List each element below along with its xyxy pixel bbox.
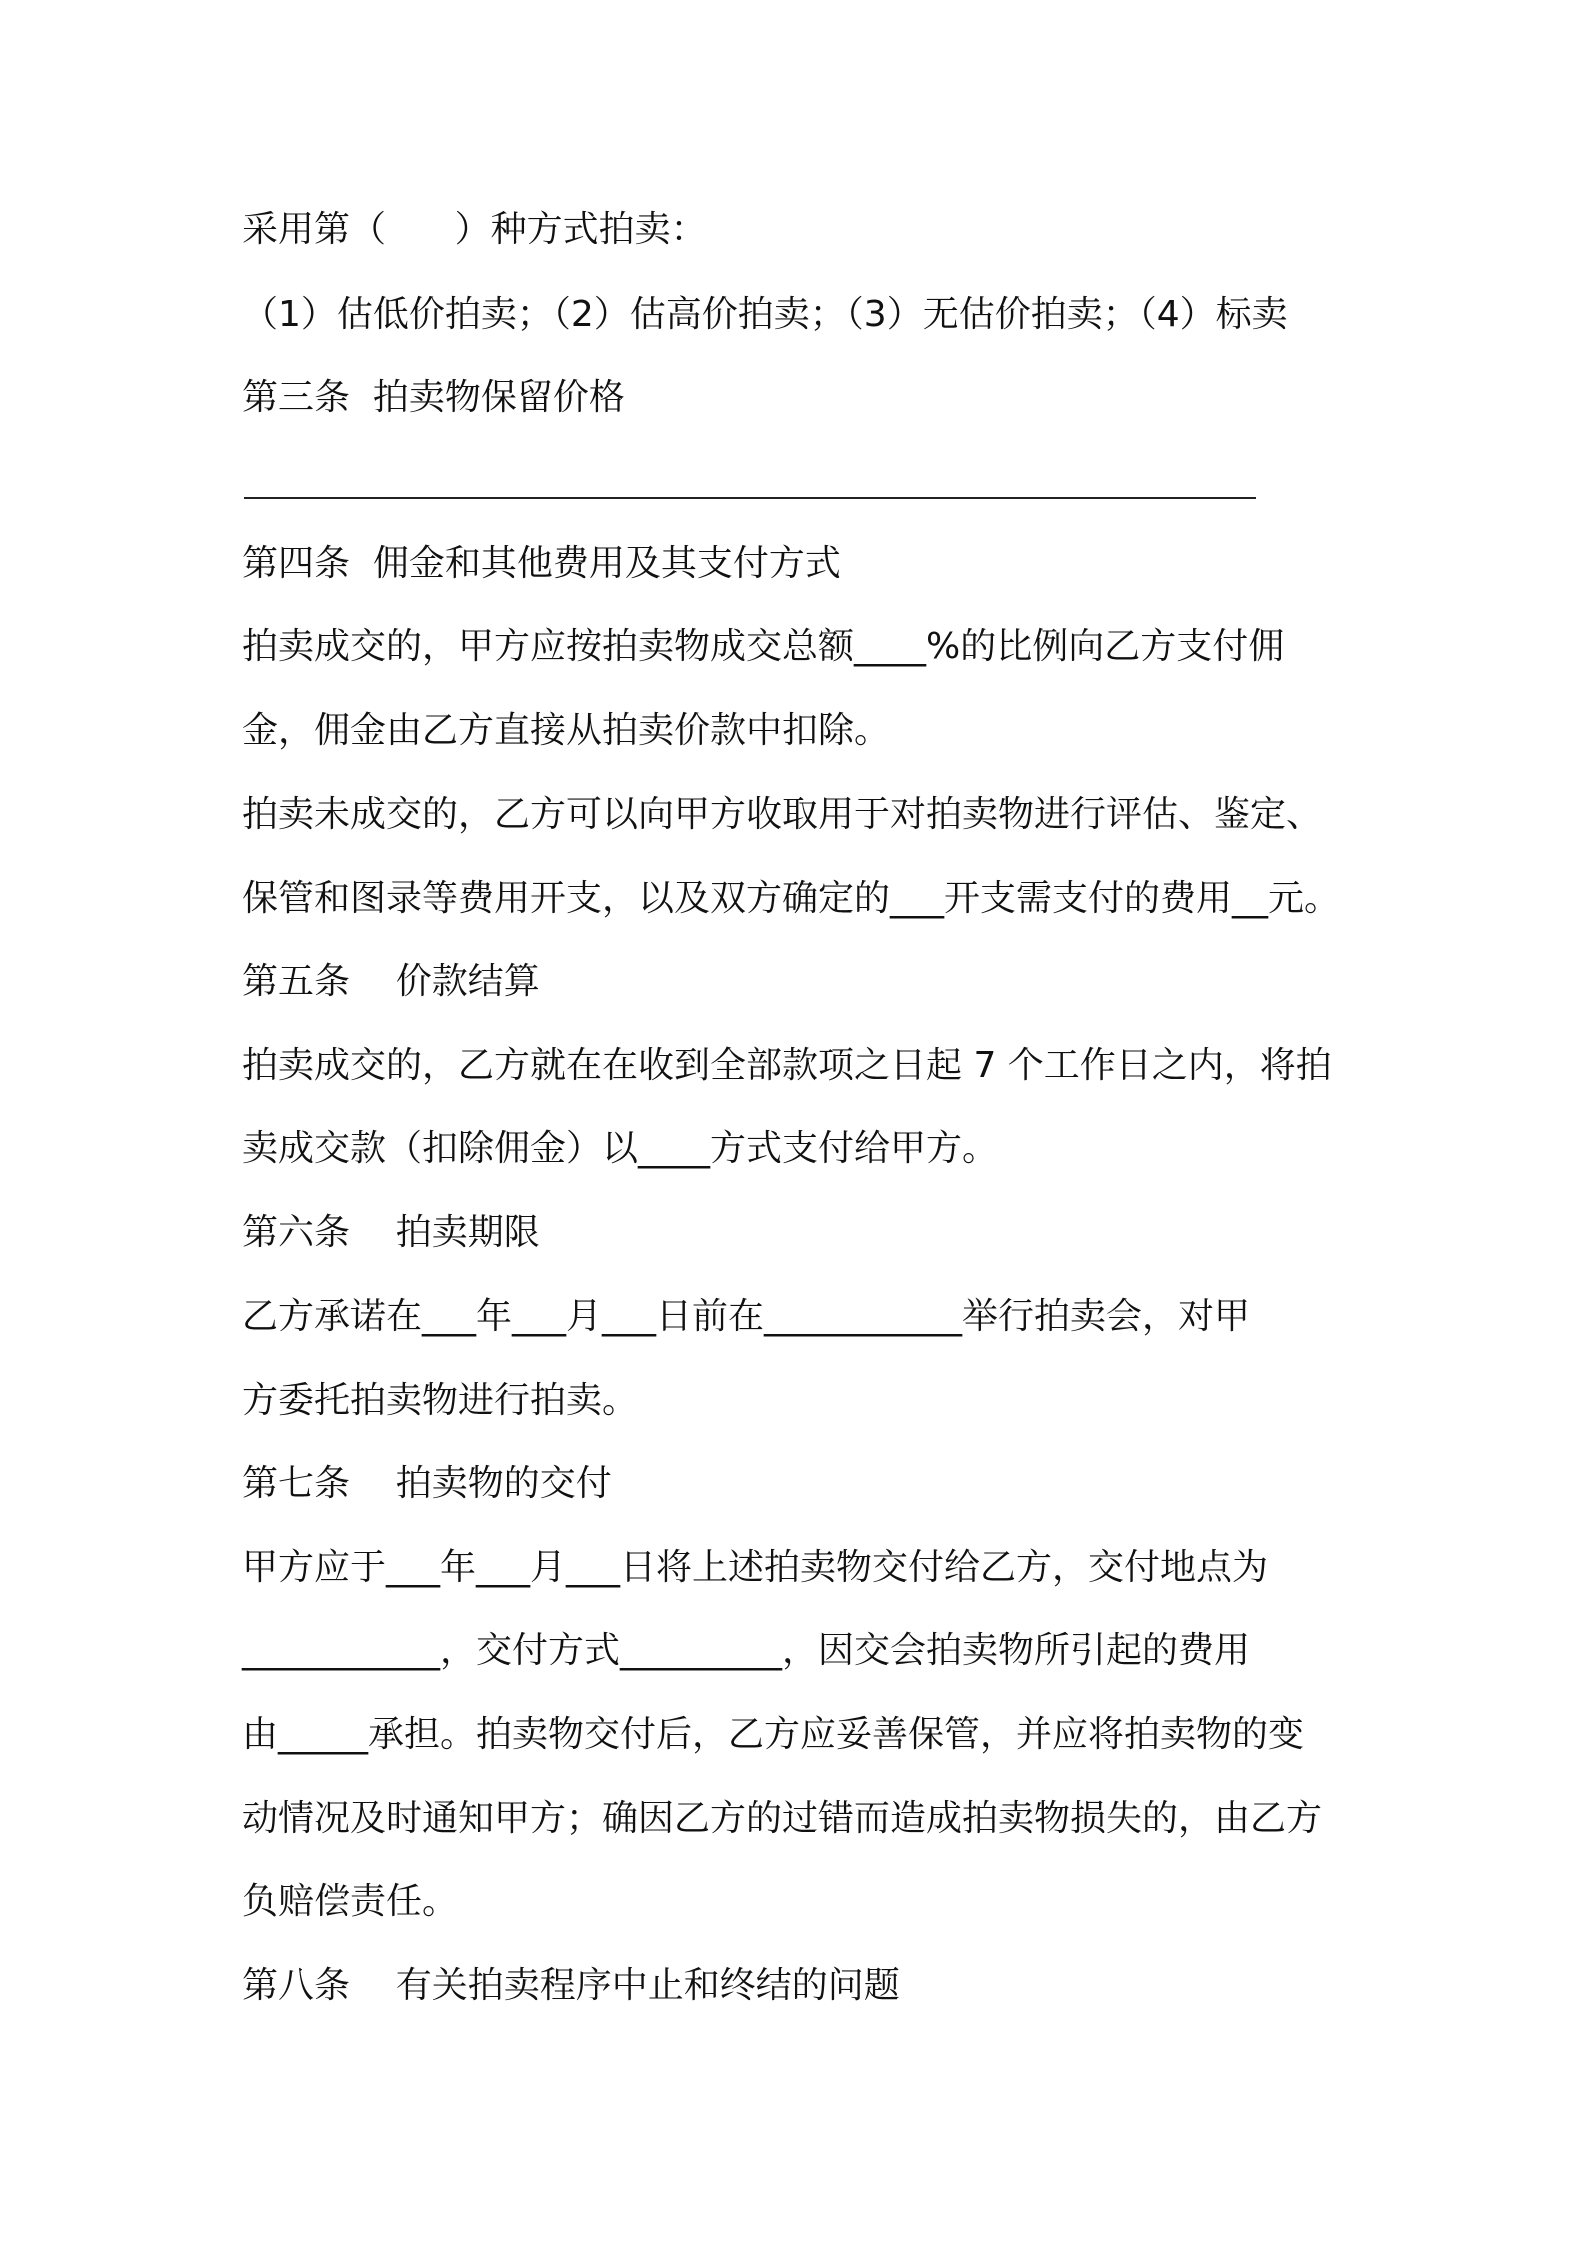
article-5-paragraph-line-1: 拍卖成交的，乙方就在在收到全部款项之日起 7 个工作日之内，将拍 xyxy=(242,1045,1332,1086)
auction-method-line: 采用第（ ）种方式拍卖： xyxy=(242,209,707,250)
article-5-heading: 第五条 价款结算 xyxy=(242,961,540,1002)
article-7-paragraph-line-4: 动情况及时通知甲方；确因乙方的过错而造成拍卖物损失的，由乙方 xyxy=(242,1798,1323,1839)
article-5-paragraph-line-2: 卖成交款（扣除佣金）以____方式支付给甲方。 xyxy=(242,1128,999,1169)
article-4-heading: 第四条 佣金和其他费用及其支付方式 xyxy=(242,543,841,584)
article-6-paragraph-line-1: 乙方承诺在___年___月___日前在___________举行拍卖会，对甲 xyxy=(242,1296,1251,1337)
article-7-paragraph-line-1: 甲方应于___年___月___日将上述拍卖物交付给乙方，交付地点为 xyxy=(242,1547,1269,1588)
article-7-paragraph-line-5: 负赔偿责任。 xyxy=(242,1881,459,1922)
article-4-paragraph-1-line-1: 拍卖成交的，甲方应按拍卖物成交总额____%的比例向乙方支付佣 xyxy=(242,626,1285,667)
article-7-paragraph-line-2: ___________，交付方式_________，因交会拍卖物所引起的费用 xyxy=(242,1630,1251,1671)
reserve-price-blank-line xyxy=(244,497,1256,499)
article-4-paragraph-2-line-2: 保管和图录等费用开支，以及双方确定的___开支需支付的费用__元。 xyxy=(242,878,1341,919)
article-7-heading: 第七条 拍卖物的交付 xyxy=(242,1463,612,1504)
article-7-paragraph-line-3: 由_____承担。拍卖物交付后，乙方应妥善保管，并应将拍卖物的变 xyxy=(242,1714,1305,1755)
article-6-paragraph-line-2: 方委托拍卖物进行拍卖。 xyxy=(242,1380,639,1421)
article-8-heading: 第八条 有关拍卖程序中止和终结的问题 xyxy=(242,1965,900,2006)
article-4-paragraph-2-line-1: 拍卖未成交的，乙方可以向甲方收取用于对拍卖物进行评估、鉴定、 xyxy=(242,794,1323,835)
article-3-heading: 第三条 拍卖物保留价格 xyxy=(242,377,625,418)
article-6-heading: 第六条 拍卖期限 xyxy=(242,1212,540,1253)
article-4-paragraph-1-line-2: 金，佣金由乙方直接从拍卖价款中扣除。 xyxy=(242,710,891,751)
auction-method-options: （1）估低价拍卖；（2）估高价拍卖；（3）无估价拍卖；（4）标卖 xyxy=(242,294,1288,335)
